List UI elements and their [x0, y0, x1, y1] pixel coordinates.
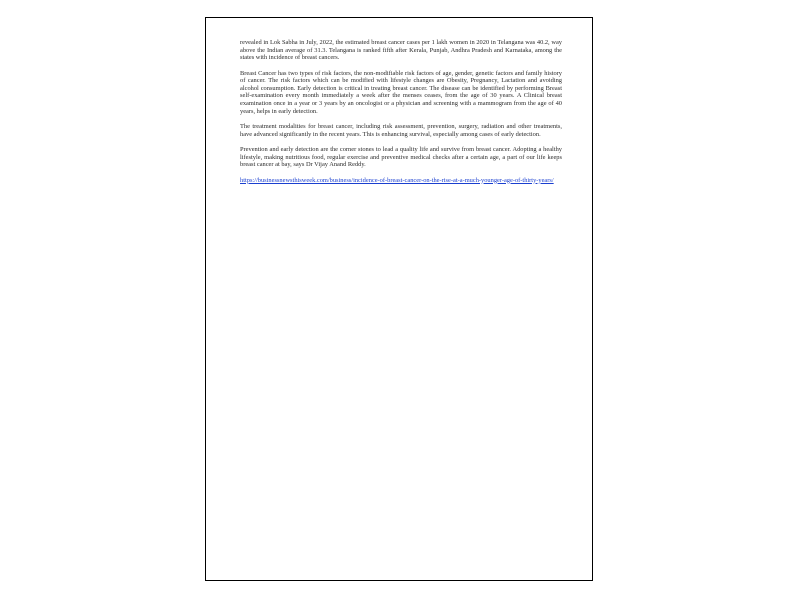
paragraph-treatment: The treatment modalities for breast cancer, including risk assessment, prevention, surgery, radiation and other treatments, have advanced significantly in the recent years. This is enhancing survival, especially among cases of early detection.: [240, 122, 562, 138]
paragraph-incidence: revealed in Lok Sabha in July, 2022, the estimated breast cancer cases per 1 lakh women in 2020 in Telangana was 40.2, way above the Indian average of 31.3. Telangana is ranked fifth after Kerala, Punjab, Andhra Pradesh and Karnataka, among the states with incidence of breast cancers.: [240, 39, 562, 62]
paragraph-risk-factors: Breast Cancer has two types of risk factors, the non-modifiable risk factors of age, gender, genetic factors and family history of cancer. The risk factors which can be modified with lifestyle changes are Obesity, Pregnancy, Lactation and avoiding alcohol consumption. Early detection is critical in treating breast cancer. The disease can be identified by performing Breast self-examination every month immediately a week after the menses ceases, from the age of 30 years. A Clinical breast examination once in a year or 3 years by an oncologist or a physician and screening with a mammogram from the age of 40 years, helps in early detection.: [240, 69, 562, 115]
paragraph-prevention: Prevention and early detection are the corner stones to lead a quality life and survive from breast cancer. Adopting a healthy lifestyle, making nutritious food, regular exercise and preventive medical checks after a certain age, a part of our life keeps breast cancer at bay, says Dr Vijay Anand Reddy.: [240, 145, 562, 169]
document-page: [205, 17, 593, 581]
source-link[interactable]: https://businessnewsthisweek.com/business/incidence-of-breast-cancer-on-the-rise-at-a-much-younger-age-of-thirty-years/: [240, 176, 554, 184]
document-body: [240, 39, 562, 184]
